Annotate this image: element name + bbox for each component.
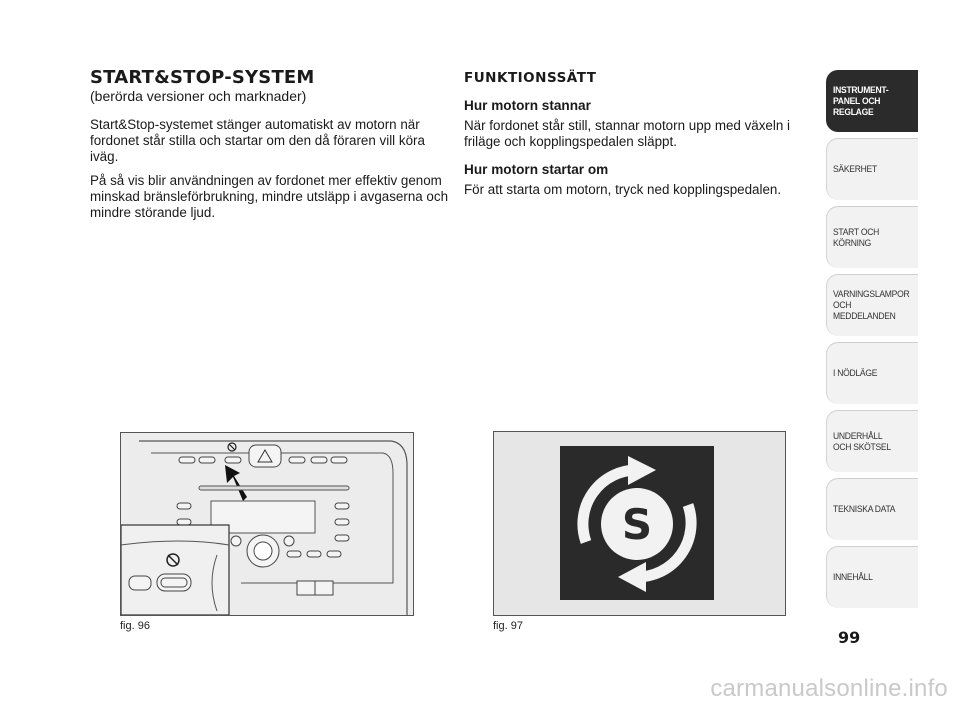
intro-paragraph-2: På så vis blir användningen av fordonet mer effektiv genom minskad bränsleförbrukning, mindre utsläpp i avgaserna och mindre störande ljud.: [90, 173, 449, 220]
page-number: 99: [838, 628, 861, 647]
dashboard-illustration: [121, 433, 413, 615]
tab-emergency[interactable]: [826, 342, 918, 404]
start-stop-symbol-illustration: [494, 432, 785, 615]
chapter-tabs: [826, 70, 918, 614]
tab-label: INSTRUMENT- PANEL OCH REGLAGE: [833, 85, 889, 118]
tab-label: START OCH KÖRNING: [833, 226, 880, 249]
tab-start-driving[interactable]: [826, 206, 918, 268]
tab-label: VARNINGSLAMPOR OCH MEDDELANDEN: [833, 289, 910, 322]
engine-stop-text: När fordonet står still, stannar motorn upp med växeln i friläge och kopplingspedalen släppt.: [464, 118, 790, 149]
section-title: FUNKTIONSSÄTT: [464, 70, 597, 86]
engine-restart-heading: Hur motorn startar om: [464, 162, 609, 177]
tab-label: SÄKERHET: [833, 164, 877, 175]
figure-96-caption: fig. 96: [120, 620, 150, 632]
figure-97-caption: fig. 97: [493, 620, 523, 632]
right-column: [464, 70, 819, 210]
symbol-letter: S: [621, 500, 653, 549]
tab-technical-data[interactable]: [826, 478, 918, 540]
tab-safety[interactable]: [826, 138, 918, 200]
tab-label: I NÖDLÄGE: [833, 368, 878, 379]
tab-instrument-panel[interactable]: [826, 70, 918, 132]
engine-stop-heading: Hur motorn stannar: [464, 98, 591, 113]
watermark: carmanualsonline.info: [710, 675, 948, 702]
page-title: START&STOP-SYSTEM: [90, 67, 315, 88]
engine-restart-text: För att starta om motorn, tryck ned kopplingspedalen.: [464, 182, 782, 197]
intro-paragraph-1: Start&Stop-systemet stänger automatiskt av motorn när fordonet står stilla och startar om den då föraren vill köra iväg.: [90, 117, 425, 164]
tab-label: INNEHÅLL: [833, 572, 873, 583]
tab-warning-lights[interactable]: [826, 274, 918, 336]
figure-96-dashboard: [120, 432, 414, 616]
page-subtitle: (berörda versioner och marknader): [90, 88, 307, 104]
tab-label: UNDERHÅLL OCH SKÖTSEL: [833, 430, 891, 453]
left-column: [90, 68, 450, 229]
figure-97-symbol: [493, 431, 786, 616]
tab-maintenance[interactable]: [826, 410, 918, 472]
tab-contents[interactable]: [826, 546, 918, 608]
tab-label: TEKNISKA DATA: [833, 504, 896, 515]
